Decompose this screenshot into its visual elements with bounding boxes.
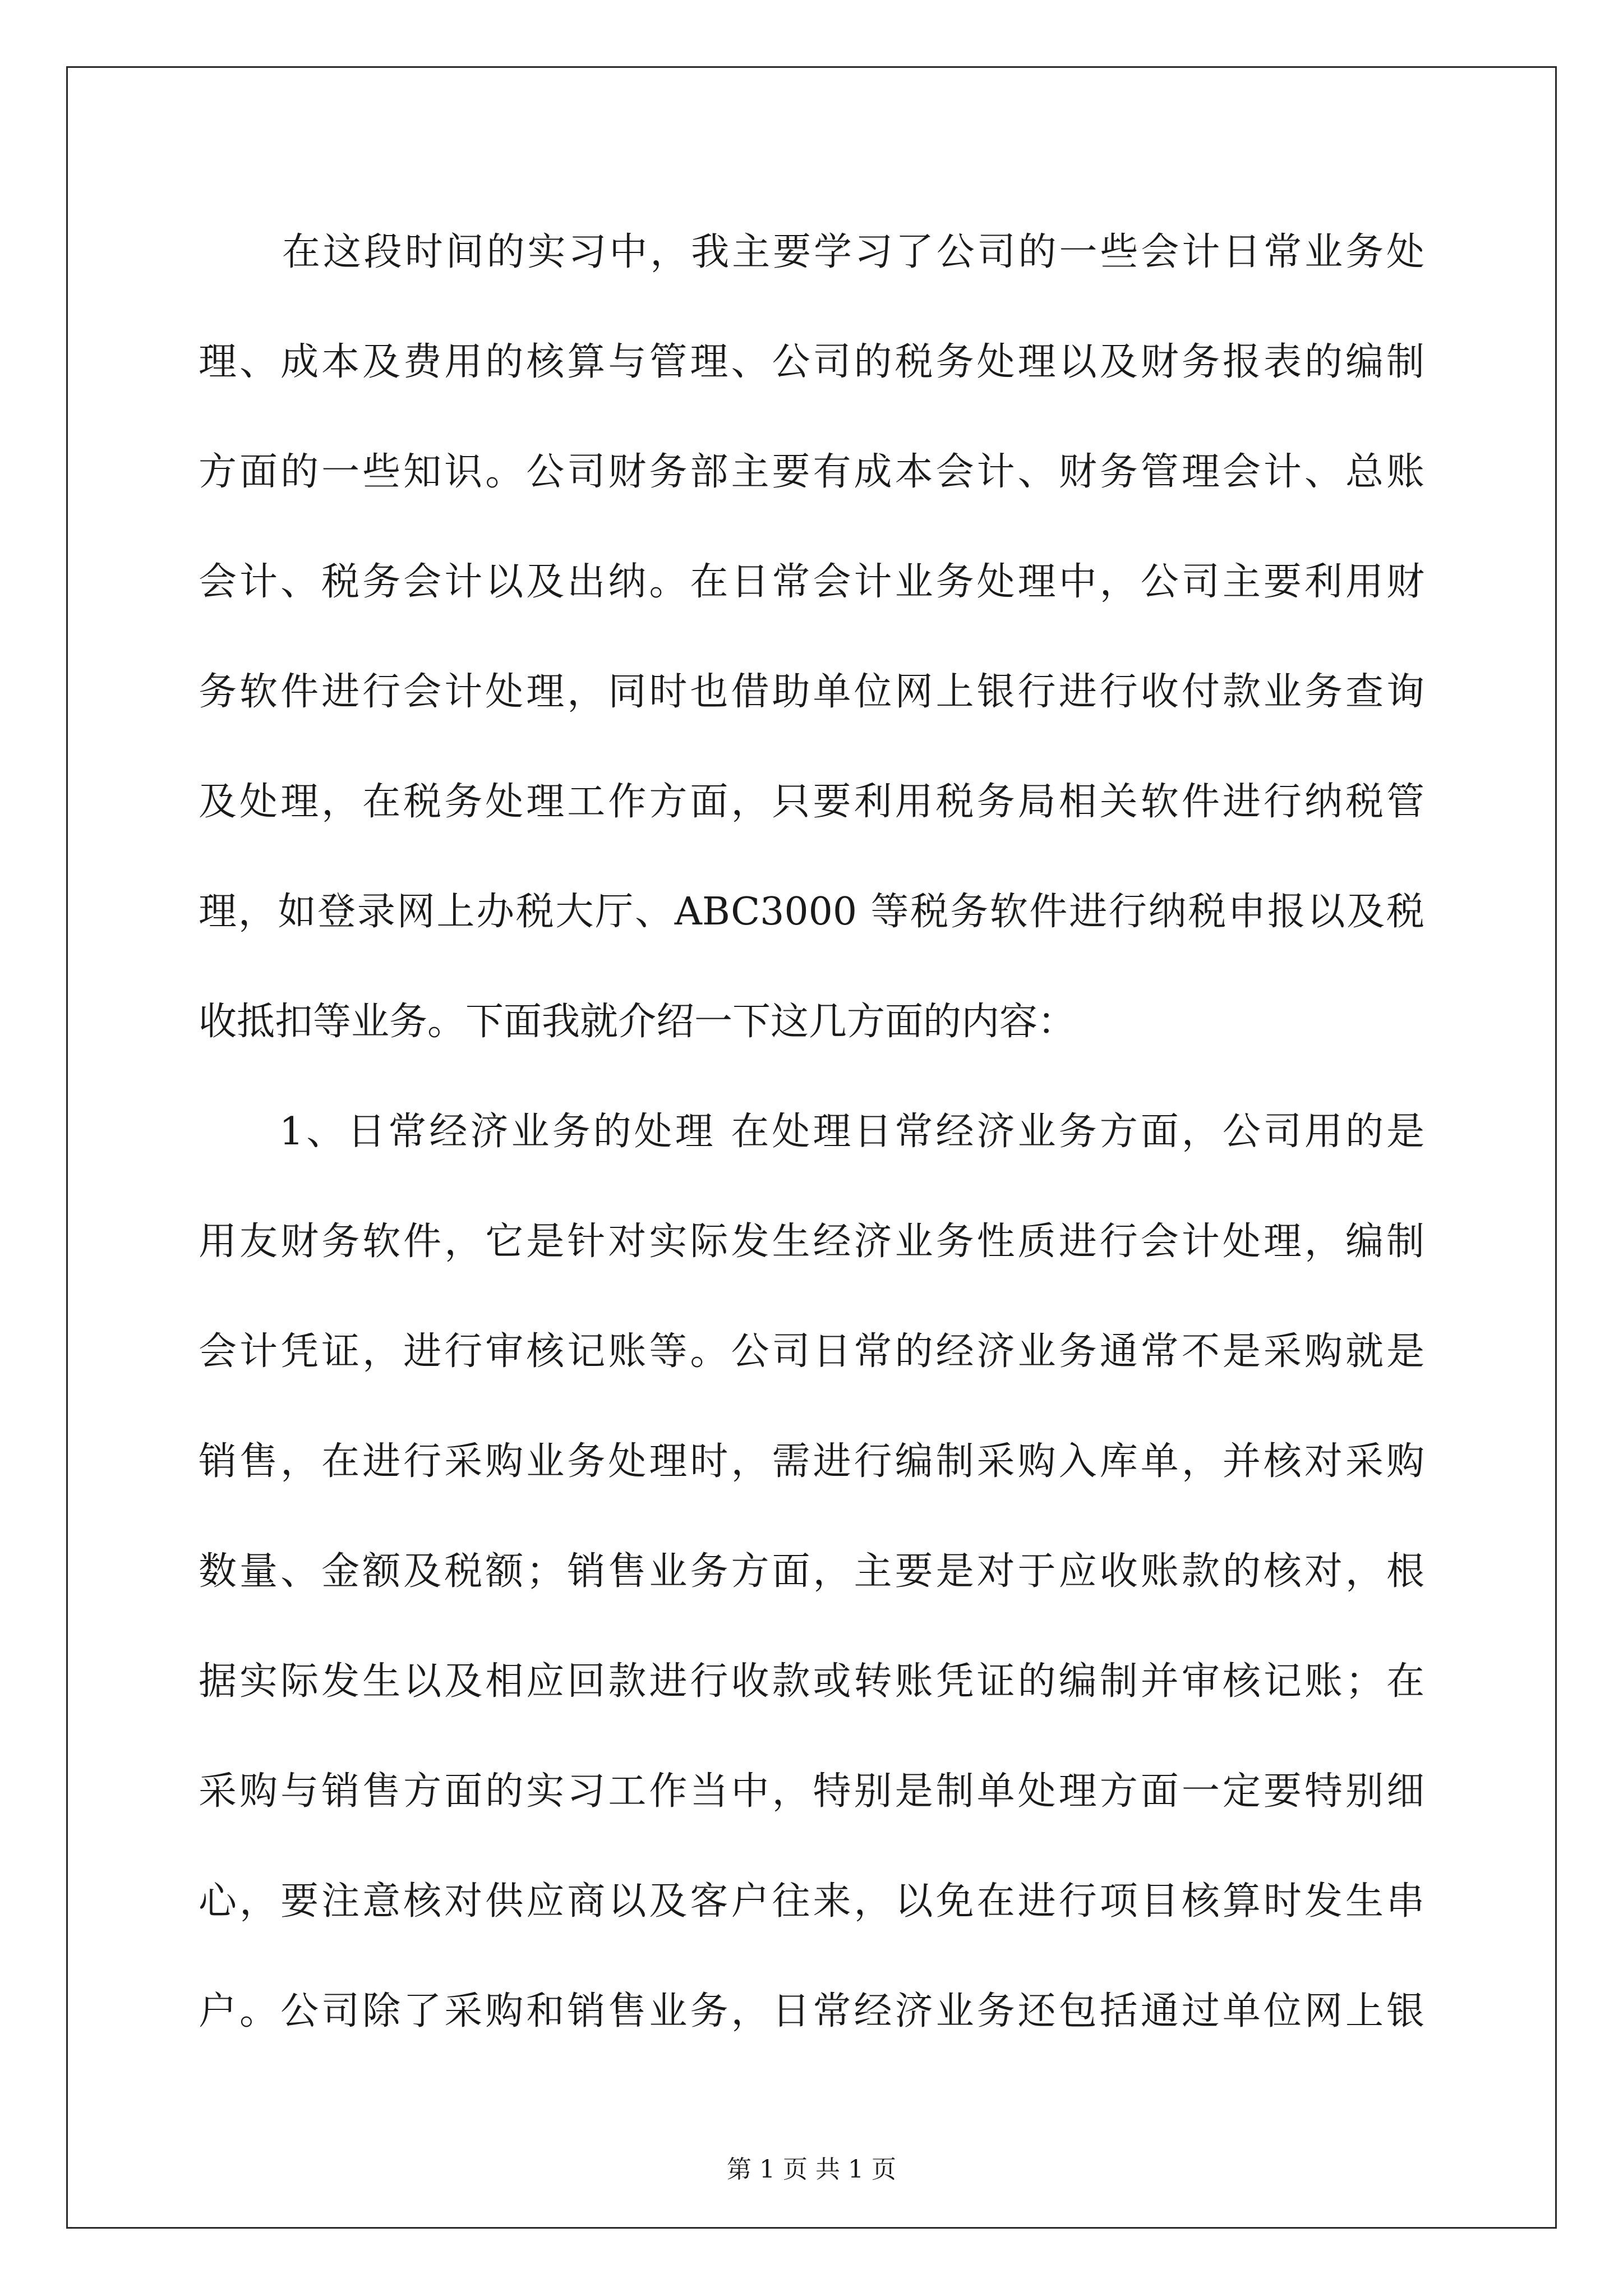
text-line: 据实际发生以及相应回款进行收款或转账凭证的编制并审核记账；在 [199,1659,1424,1704]
text-line: 心，要注意核对供应商以及客户往来，以免在进行项目核算时发生串 [199,1879,1424,1924]
text-line: 销售，在进行采购业务处理时，需进行编制采购入库单，并核对采购 [199,1439,1424,1484]
text-line: 会计、税务会计以及出纳。在日常会计业务处理中，公司主要利用财 [199,560,1424,604]
text-line: 在这段时间的实习中，我主要学习了公司的一些会计日常业务处 [279,230,1424,274]
text-line: 务软件进行会计处理，同时也借助单位网上银行进行收付款业务查询 [199,670,1424,714]
text-line: 及处理，在税务处理工作方面，只要利用税务局相关软件进行纳税管 [199,780,1424,824]
text-line: 方面的一些知识。公司财务部主要有成本会计、财务管理会计、总账 [199,450,1424,494]
text-line: 数量、金额及税额；销售业务方面，主要是对于应收账款的核对，根 [199,1549,1424,1594]
text-line: 户。公司除了采购和销售业务，日常经济业务还包括通过单位网上银 [199,1989,1424,2033]
text-line: 理，如登录网上办税大厅、ABC3000 等税务软件进行纳税申报以及税 [199,890,1424,934]
text-line: 1、日常经济业务的处理 在处理日常经济业务方面，公司用的是 [279,1110,1424,1154]
paragraph-1 [199,222,1424,1101]
text-line: 会计凭证，进行审核记账等。公司日常的经济业务通常不是采购就是 [199,1329,1424,1374]
paragraph-2 [199,1101,1424,2091]
text-line: 收抵扣等业务。下面我就介绍一下这几方面的内容： [199,1000,1076,1044]
text-line: 用友财务软件，它是针对实际发生经济业务性质进行会计处理，编制 [199,1220,1424,1264]
page-footer: 第 1 页 共 1 页 [727,2155,896,2184]
text-line: 理、成本及费用的核算与管理、公司的税务处理以及财务报表的编制 [199,340,1424,384]
text-line: 采购与销售方面的实习工作当中，特别是制单处理方面一定要特别细 [199,1769,1424,1814]
document-body [199,222,1424,2091]
